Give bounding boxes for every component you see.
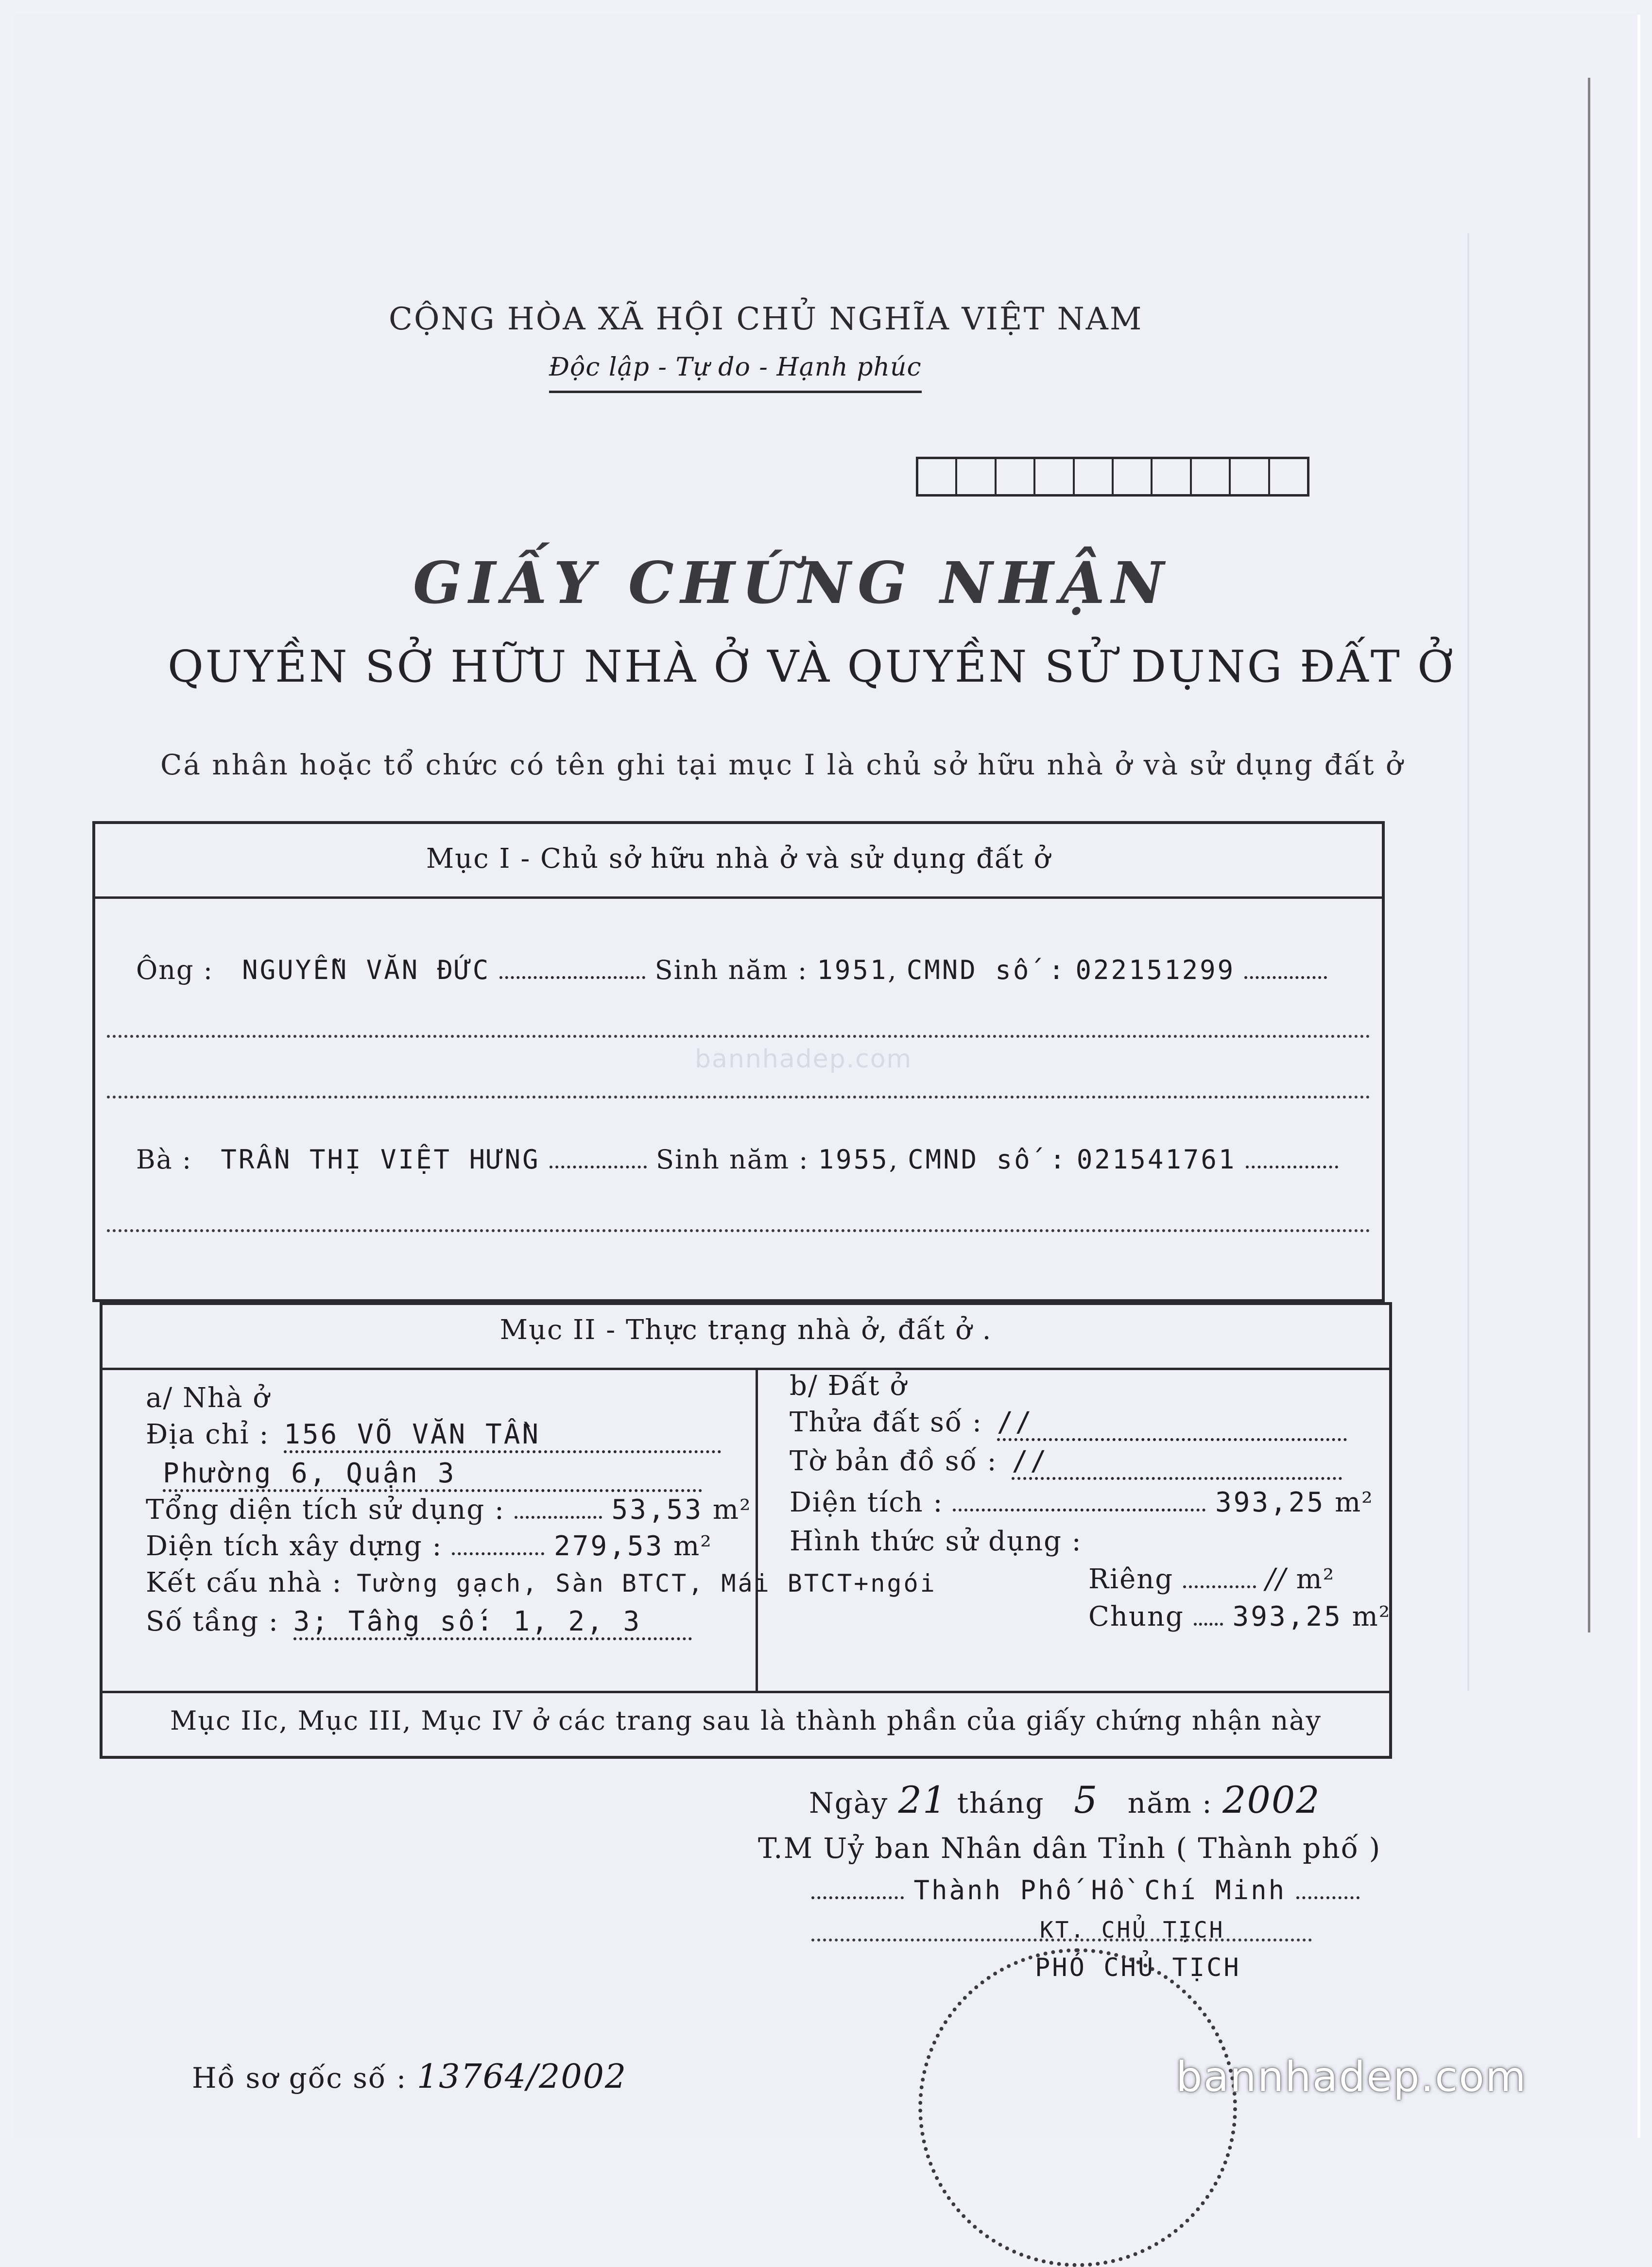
land-area-label: Diện tích : (790, 1487, 944, 1518)
serial-number-box (916, 457, 1309, 497)
owner-1-id-label: CMND số : (906, 955, 1067, 985)
house-address: 156 VÕ VĂN TẦN (284, 1419, 721, 1453)
house-total-area-label: Tổng diện tích sử dụng : (146, 1494, 505, 1526)
section-1-header-rule (95, 896, 1382, 899)
owner-1-birth-year: 1951 (817, 955, 888, 985)
section-2-header-rule (103, 1368, 1389, 1370)
owner-1-row: Ông : NGUYỄN VĂN ĐỨC Sinh năm : 1951, CMND số : 022151299 (136, 955, 1327, 985)
house-floors: 3; Tầng số: 1, 2, 3 (293, 1606, 692, 1640)
scan-shadow (1467, 233, 1469, 1691)
house-area-unit: m² (712, 1494, 752, 1526)
year-label: năm : (1127, 1786, 1213, 1820)
section-1-heading: Mục I - Chủ sở hữu nhà ở và sử dụng đất ở (426, 843, 1051, 875)
house-floors-row (146, 1606, 692, 1640)
month-label: tháng (957, 1786, 1045, 1820)
land-usage-label: Hình thức sử dụng : (790, 1526, 1082, 1557)
land-area: 393,25 (1215, 1487, 1325, 1518)
land-private-row (1088, 1562, 1335, 1595)
house-build-area: 279,53 (554, 1530, 664, 1562)
file-number: 13764/2002 (416, 2058, 627, 2096)
land-private: // (1265, 1562, 1287, 1595)
owner-2-birth-label: Sinh năm : (655, 1144, 809, 1175)
day-label: Ngày (809, 1786, 889, 1820)
national-motto: Độc lập - Tự do - Hạnh phúc (549, 353, 922, 393)
owner-2-row: Bà : TRẦN THỊ VIỆT HƯNG Sinh năm : 1955, CMND số : 021541761 (136, 1144, 1338, 1175)
house-structure: Tường gạch, Sàn BTCT, Mái BTCT+ngói (357, 1569, 937, 1597)
country-name: CỘNG HÒA XÃ HỘI CHỦ NGHĨA VIỆT NAM (389, 301, 1143, 337)
issue-day: 21 (898, 1778, 947, 1821)
owner-1-name: NGUYỄN VĂN ĐỨC (242, 955, 491, 985)
house-total-area-row (146, 1494, 751, 1526)
signer-role-2: PHÓ CHỦ TỊCH (1035, 1953, 1241, 1982)
land-area-row (790, 1487, 1374, 1518)
owner-1-birth-label: Sinh năm : (654, 955, 808, 985)
issue-year: 2002 (1222, 1778, 1321, 1821)
land-area-unit: m² (1352, 1601, 1391, 1632)
land-area-unit: m² (1335, 1487, 1374, 1518)
house-structure-row (146, 1567, 937, 1598)
house-build-area-label: Diện tích xây dựng : (146, 1530, 443, 1562)
owner-1-prefix: Ông : (136, 955, 213, 985)
owner-2-id-number: 021541761 (1076, 1144, 1237, 1175)
issue-date (809, 1778, 1321, 1821)
issuing-authority: T.M Uỷ ban Nhân dân Tỉnh ( Thành phố ) (758, 1832, 1381, 1865)
dotted-line (107, 1035, 1370, 1038)
official-seal (918, 1948, 1237, 2267)
house-area-unit: m² (673, 1530, 712, 1562)
issue-month: 5 (1074, 1778, 1099, 1821)
land-private-label: Riêng (1088, 1563, 1174, 1595)
watermark-text: bannhadep.com (695, 1045, 912, 1074)
file-number-row (192, 2058, 627, 2096)
house-floors-label: Số tầng : (146, 1606, 279, 1637)
land-map: // (1012, 1445, 1342, 1480)
house-structure-label: Kết cấu nhà : (146, 1567, 343, 1598)
land-shared-label: Chung (1088, 1601, 1184, 1632)
land-plot: // (997, 1407, 1347, 1441)
section-2-column-divider (756, 1370, 758, 1691)
dotted-line (107, 1229, 1370, 1232)
house-total-area: 53,53 (611, 1494, 704, 1526)
land-heading: b/ Đất ở (790, 1370, 908, 1402)
watermark-text: bannhadep.com (1176, 2053, 1527, 2101)
house-heading: a/ Nhà ở (146, 1382, 271, 1414)
owner-2-id-label: CMND số : (908, 1144, 1067, 1175)
scan-edge-line (1588, 78, 1590, 1632)
house-ward: Phường 6, Quận 3 (163, 1458, 702, 1492)
land-shared-row (1088, 1601, 1391, 1632)
certificate-intro: Cá nhân hoặc tổ chức có tên ghi tại mục I là chủ sở hữu nhà ở và sử dụng đất ở (160, 748, 1404, 781)
certificate-subtitle: QUYỀN SỞ HỮU NHÀ Ở VÀ QUYỀN SỬ DỤNG ĐẤT Ở (168, 641, 1456, 692)
house-address-label: Địa chỉ : (146, 1419, 270, 1450)
owner-2-name: TRẦN THỊ VIỆT HƯNG (221, 1144, 540, 1175)
section-2-footer-rule (103, 1691, 1389, 1693)
section-2-heading: Mục II - Thực trạng nhà ở, đất ở . (499, 1314, 992, 1346)
house-build-area-row (146, 1530, 712, 1562)
land-shared: 393,25 (1232, 1601, 1342, 1632)
issuing-city: Thành Phố Hồ Chí Minh (913, 1875, 1287, 1906)
city-row (811, 1873, 1359, 1906)
land-map-row (790, 1445, 1342, 1480)
section-2-footnote: Mục IIc, Mục III, Mục IV ở các trang sau là thành phần của giấy chứng nhận này (170, 1705, 1322, 1736)
signer-role-1: KT. CHỦ TỊCH (1040, 1917, 1225, 1943)
owner-1-id-number: 022151299 (1075, 955, 1236, 985)
dotted-line (107, 1096, 1370, 1099)
house-ward-row (163, 1458, 702, 1492)
owner-2-prefix: Bà : (136, 1144, 192, 1175)
file-number-label: Hồ sơ gốc số : (192, 2061, 407, 2095)
certificate-title: GIẤY CHỨNG NHẬN (413, 549, 1171, 617)
owner-2-birth-year: 1955 (818, 1144, 889, 1175)
land-area-unit: m² (1296, 1563, 1335, 1595)
land-plot-row (790, 1407, 1347, 1441)
land-plot-label: Thửa đất số : (790, 1407, 982, 1438)
house-address-row (146, 1419, 721, 1453)
land-map-label: Tờ bản đồ số : (790, 1445, 998, 1477)
